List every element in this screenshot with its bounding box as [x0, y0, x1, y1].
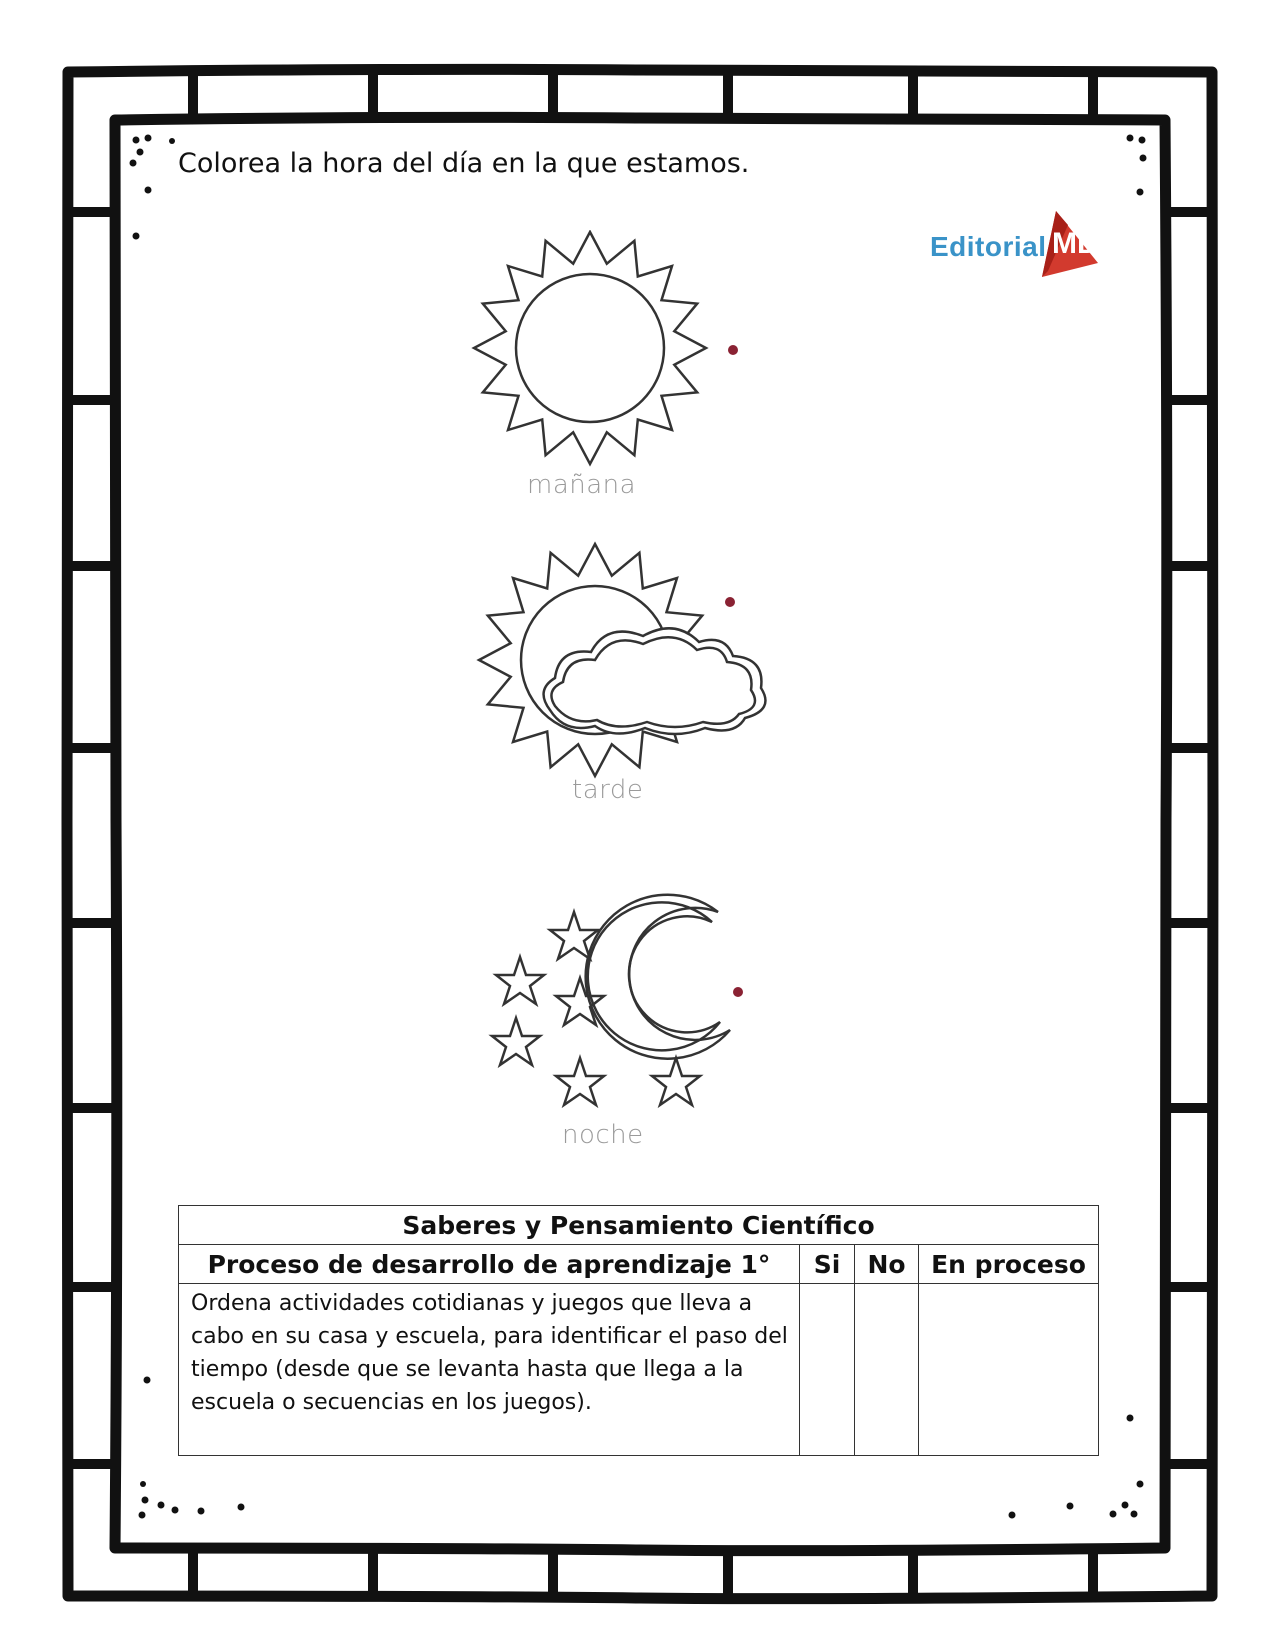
table-row [179, 1284, 1099, 1456]
star-icon [496, 957, 544, 1004]
header-no: No [855, 1245, 919, 1284]
header-process: Proceso de desarrollo de aprendizaje 1° [179, 1245, 800, 1284]
logo-mark-icon [1038, 205, 1118, 285]
table-title: Saberes y Pensamiento Científico [179, 1206, 1099, 1245]
star-icon [652, 1058, 700, 1105]
logo-text: Editorial [930, 231, 1047, 262]
star-icon [556, 1058, 604, 1105]
row-description: Ordena actividades cotidianas y juegos que lleva a cabo en su casa y escuela, para identificar el paso del tiempo (desde que se levanta hasta que llega a la escuela o secuencias en los juegos). [179, 1284, 800, 1456]
sun-cloud-icon[interactable] [475, 540, 805, 780]
star-icon [492, 1018, 540, 1065]
logo-mark-text: MD [1052, 227, 1099, 260]
header-en-proceso: En proceso [919, 1245, 1099, 1284]
cell-en-proceso[interactable] [919, 1284, 1099, 1456]
evaluation-table [178, 1205, 1099, 1456]
moon-stars-icon[interactable] [480, 880, 780, 1140]
header-si: Si [800, 1245, 855, 1284]
cell-si[interactable] [800, 1284, 855, 1456]
sun-icon[interactable] [470, 230, 760, 470]
option-label-manana: mañana [527, 470, 637, 500]
cell-no[interactable] [855, 1284, 919, 1456]
editorial-logo [930, 205, 1130, 285]
option-label-noche: noche [562, 1120, 644, 1150]
option-label-tarde: tarde [572, 775, 644, 805]
instruction-text: Colorea la hora del día en la que estamos. [178, 148, 750, 179]
